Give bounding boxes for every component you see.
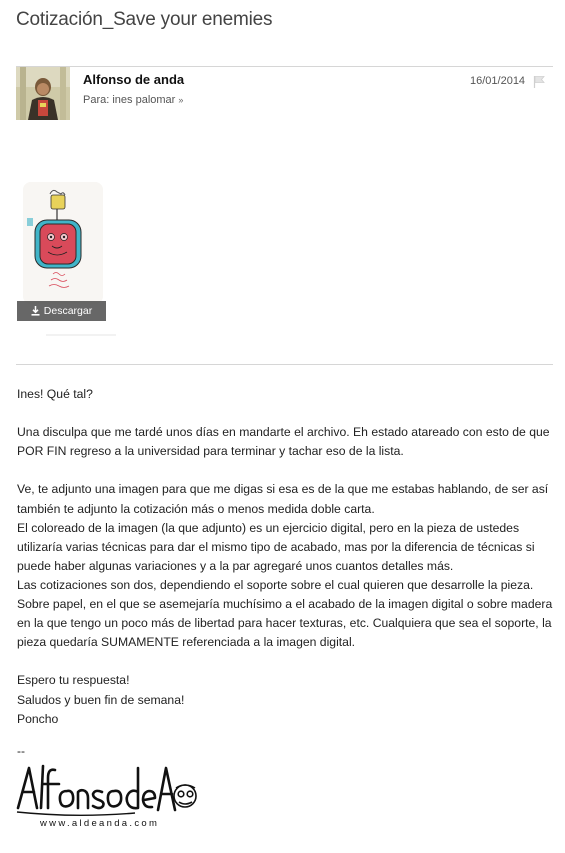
email-subject: Cotización_Save your enemies (16, 9, 273, 30)
avatar[interactable] (16, 67, 70, 120)
email-date: 16/01/2014 (470, 75, 526, 87)
attachment-reflection (46, 331, 116, 339)
closing-line: Poncho (17, 711, 59, 726)
body-line: puede haber algunas variaciones y a la par agregaré unos cuantos detalles más. (17, 558, 454, 573)
signature-separator: -- (17, 744, 25, 758)
body-line: POR FIN regreso a la universidad para terminar y tachar eso de la lista. (17, 444, 404, 459)
recipient-line[interactable] (83, 94, 183, 106)
closing-line: Saludos y buen fin de semana! (17, 692, 185, 707)
signature-url[interactable]: www.aldeanda.com (40, 818, 160, 829)
body-line: Una disculpa que me tardé unos días en mandarte el archivo. Eh estado atareado con esto de que (17, 425, 550, 440)
greeting-line: Ines! Qué tal? (17, 387, 93, 401)
download-button[interactable] (17, 301, 106, 321)
body-line: en la que tengo un poco más de libertad para hacer texturas, etc. Cualquiera que sea el soporte, la (17, 616, 552, 631)
body-line: Ve, te adjunto una imagen para que me digas si esa es de la que me estabas hablando, de ser así (17, 482, 549, 497)
body-line: Sobre papel, en el que se asemejaría muchísimo a el acabado de la imagen digital o sobre madera (17, 597, 553, 612)
closing-line: Espero tu respuesta! (17, 673, 130, 688)
body-line: utilizaría varias técnicas para dar el mismo tipo de acabado, mas por la diferencia de técnicas si (17, 539, 535, 554)
body-line: El coloreado de la imagen (la que adjunto) es un ejercicio digital, pero en la pieza de ustedes (17, 520, 520, 535)
flag-icon[interactable] (533, 75, 545, 88)
header-divider (16, 66, 553, 67)
signature-logo (15, 758, 200, 820)
attachment-image[interactable] (23, 182, 103, 304)
recipient-label: Para: ines palomar (83, 94, 176, 106)
download-icon (31, 306, 40, 316)
download-label: Descargar (43, 305, 93, 317)
body-line: Las cotizaciones son dos, dependiendo el soporte sobre el cual quieren que desarrolle la pieza. (17, 577, 534, 592)
body-divider (16, 364, 553, 365)
email-body (17, 385, 557, 729)
body-line: pieza quedaría SUMAMENTE referenciada a la imagen digital. (17, 635, 356, 650)
attachment-thumbnail[interactable] (17, 182, 105, 320)
body-line: también te adjunto la cotización más o menos medida doble carta. (17, 501, 375, 516)
sender-name[interactable]: Alfonso de anda (83, 72, 185, 87)
double-chevron-down-icon[interactable]: » (178, 95, 184, 105)
